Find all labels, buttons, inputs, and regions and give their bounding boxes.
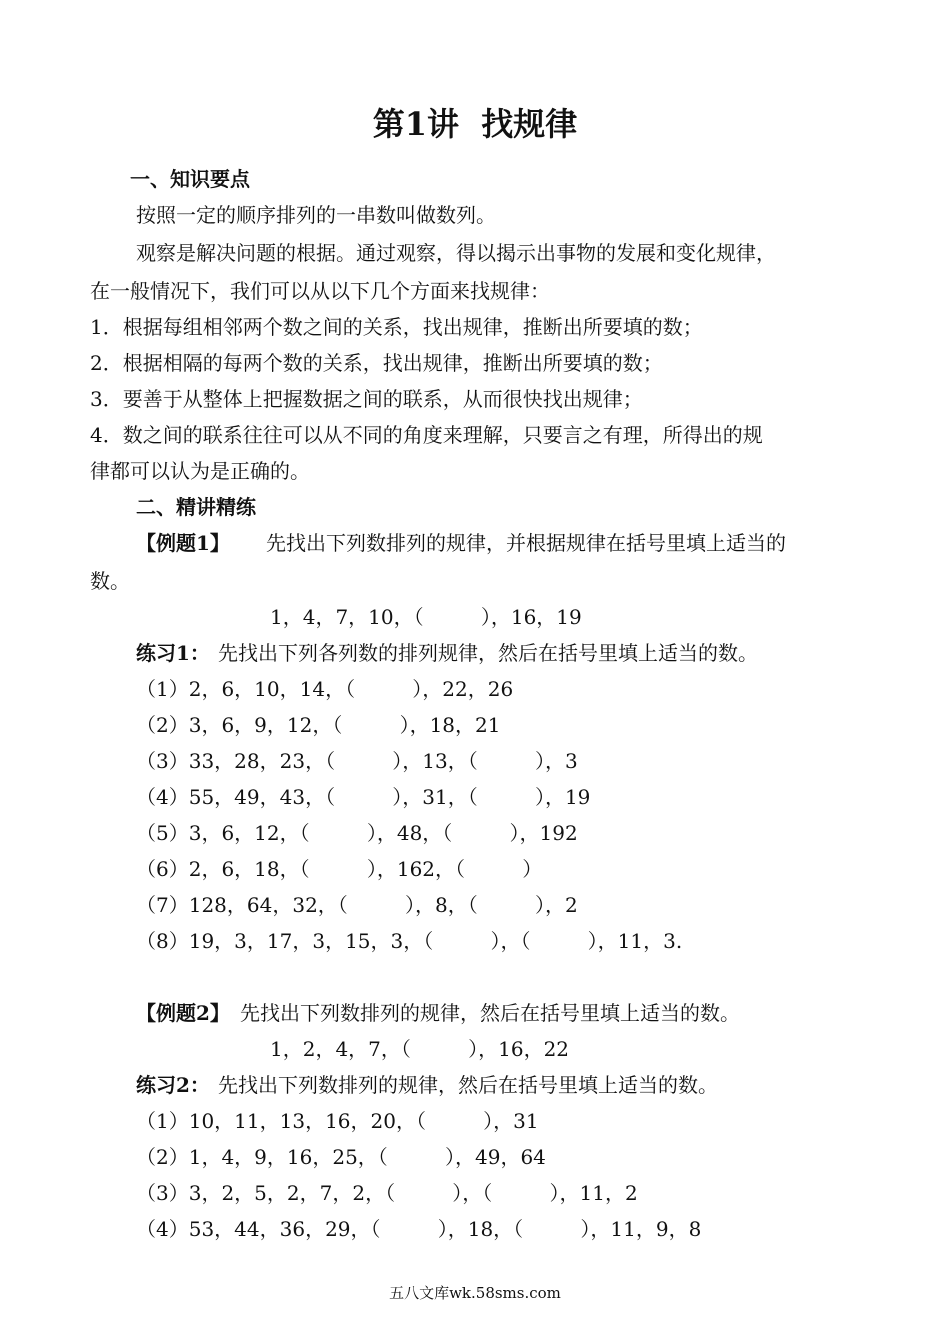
practice1-item: （4）55，49，43，（ ），31，（ ），19 xyxy=(136,785,591,809)
practice2-item: （1）10，11，13，16，20，（ ），31 xyxy=(136,1109,539,1133)
practice2-item: （2）1，4，9，16，25，（ ），49，64 xyxy=(136,1145,546,1169)
practice1-item: （7）128，64，32，（ ），8，（ ），2 xyxy=(136,893,578,917)
practice1-label: 练习1： xyxy=(136,641,210,665)
list-item-2: 2．根据相隔的每两个数的关系，找出规律，推断出所要填的数； xyxy=(90,351,663,375)
example2-sequence: 1，2，4，7，（ ），16，22 xyxy=(270,1037,570,1061)
list-item-1: 1．根据每组相邻两个数之间的关系，找出规律，推断出所要填的数； xyxy=(90,315,703,339)
example1-text-cont: 数。 xyxy=(90,569,130,593)
practice2-text: 先找出下列数排列的规律，然后在括号里填上适当的数。 xyxy=(218,1073,718,1097)
practice2-item: （3）3，2，5，2，7，2，（ ），（ ），11，2 xyxy=(136,1181,638,1205)
practice1-item: （6）2，6，18，（ ），162，（ ） xyxy=(136,857,543,881)
example1-text: 先找出下列数排列的规律，并根据规律在括号里填上适当的 xyxy=(266,531,786,555)
practice1-item: （8）19，3，17，3，15，3，（ ），（ ），11，3. xyxy=(136,929,683,953)
example1-sequence: 1，4，7，10，（ ），16，19 xyxy=(270,605,582,629)
practice1-text: 先找出下列各列数的排列规律，然后在括号里填上适当的数。 xyxy=(218,641,758,665)
section-heading-knowledge: 一、知识要点 xyxy=(130,167,250,191)
footer-watermark: 五八文库wk.58sms.com xyxy=(389,1284,561,1302)
practice1-item: （1）2，6，10，14，（ ），22，26 xyxy=(136,677,514,701)
practice2-label: 练习2： xyxy=(136,1073,210,1097)
paragraph-observation-line2: 在一般情况下，我们可以从以下几个方面来找规律： xyxy=(90,279,550,303)
practice2-item: （4）53，44，36，29，（ ），18，（ ），11，9，8 xyxy=(136,1217,702,1241)
paragraph-definition: 按照一定的顺序排列的一串数叫做数列。 xyxy=(136,203,496,227)
list-item-4-line2: 律都可以认为是正确的。 xyxy=(90,459,310,483)
paragraph-observation-line1: 观察是解决问题的根据。通过观察，得以揭示出事物的发展和变化规律， xyxy=(136,241,776,265)
example2-text: 先找出下列数排列的规律，然后在括号里填上适当的数。 xyxy=(240,1001,740,1025)
section-heading-practice: 二、精讲精练 xyxy=(136,495,256,519)
list-item-3: 3．要善于从整体上把握数据之间的联系，从而很快找出规律； xyxy=(90,387,643,411)
practice1-item: （2）3，6，9，12，（ ），18，21 xyxy=(136,713,501,737)
practice1-item: （3）33，28，23，（ ），13，（ ），3 xyxy=(136,749,578,773)
example1-label: 【例题1】 xyxy=(136,531,230,555)
page-title: 第1讲 找规律 xyxy=(372,105,578,143)
example2-label: 【例题2】 xyxy=(136,1001,230,1025)
practice1-item: （5）3，6，12，（ ），48，（ ），192 xyxy=(136,821,578,845)
list-item-4-line1: 4．数之间的联系往往可以从不同的角度来理解，只要言之有理，所得出的规 xyxy=(90,423,763,447)
